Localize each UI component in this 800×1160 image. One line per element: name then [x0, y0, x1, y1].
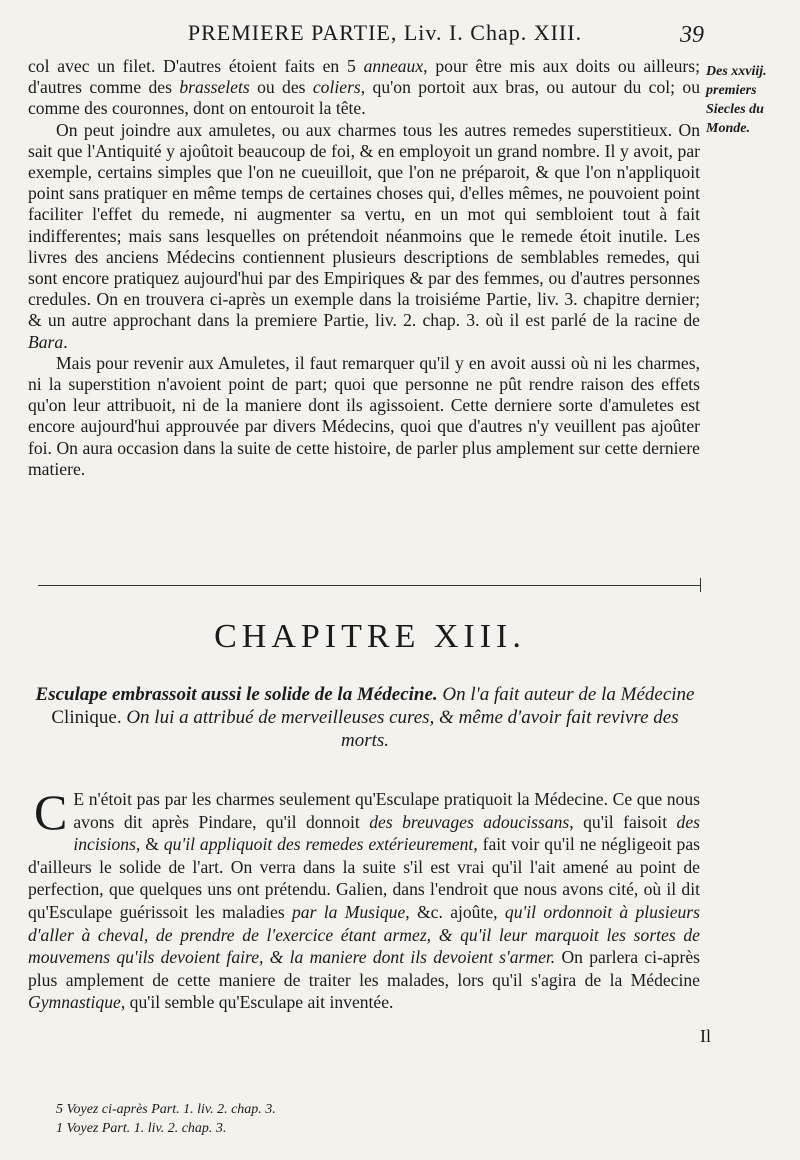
text-run: , qu'il semble qu'Esculape ait inventée. [120, 992, 394, 1013]
summary-part-b: On lui a attribué de merveilleuses cures, & même d'avoir fait revivre des morts. [121, 707, 679, 751]
text-run: , fait voir qu'il ne négligeoit pas d'ailleurs le solide de l'art. On verra dans la suite s'il est vrai qu'il l'ait amené au point de perfection, que quelques uns ont prétendu. Galien, dans l'endroit que nous avons cité, où il dit qu'Esculape guérissoit les maladies [28, 834, 700, 922]
chapter-summary [30, 683, 700, 752]
text-run: Mais pour revenir aux Amuletes, il faut remarquer qu'il y en avoit aussi où ni les charmes, ni la superstition n'avoient point de part; quoi que personne ne pût rendre raison des effets qu'on leur attribuoit, ni de la maniere dont ils agissoient. Cette derniere sorte d'amuletes est encore aujourd'hui approuvée par divers Médecins, quoi que d'autres n'y veuillent pas ajoûter foi. On aura occasion dans la suite de cette histoire, de parler plus amplement sur cette derniere matiere. [28, 352, 700, 479]
text-run: . [63, 331, 68, 352]
text-run: col avec un filet. D'autres étoient faits en 5 [28, 56, 364, 76]
text-run: , qu'il faisoit [569, 811, 677, 832]
text-run: Bara [28, 331, 64, 352]
catchword: Il [700, 1026, 711, 1046]
text-run: , qu'on portoit aux bras, ou autour du col; ou comme des couronnes, dont on entouroit la tête. [28, 77, 700, 119]
text-run: On peut joindre aux amuletes, ou aux charmes tous les autres remedes superstitieux. On sait que l'Antiquité y ajoûtoit beaucoup de foi, & en employoit un grand nombre. Il y avoit, par exemple, certains simples que l'on ne cueuilloit, que l'on ne préparoit, & que l'on n'appliquoit point sans pratiquer en même temps de certaines choses qui, d'elles mêmes, ne pouvoient point faciliter l'effet du remede, ni augmenter sa vertu, en un mot qui sembloient tout à fait indifferentes; mais sans lesquelles on prétendoit néanmoins que le remede étoit inutile. Les livres des anciens Médecins contiennent plusieurs descriptions de semblables remedes, qui sont encore pratiquez aujourd'hui par des Empiriques & par des femmes, ou d'autres personnes credules. On en trouvera ci-après un exemple dans la troisiéme Partie, liv. 3. chapitre dernier; & un autre approchant dans la premiere Partie, liv. 2. chap. 3. où il est parlé de la racine de [28, 119, 700, 331]
text-run: ou des [249, 77, 313, 98]
paragraph-2 [28, 120, 700, 353]
text-run: des breuvages adoucissans [369, 811, 570, 832]
chapter-body-text [28, 784, 700, 1013]
text-run: qu'il ordonnoit à plusieurs d'aller à cheval, de prendre de l'exercice étant armez, & qu'il leur marquoit les sortes de mouvemens qu'ils devoient faire, & la maniere dont ils devoient s'armer. [28, 901, 700, 968]
text-run: E n'étoit pas par les charmes seulement qu'Esculape pratiquoit la Médecine. Ce que nous avons dit après Pindare, qu'il donnoit [73, 789, 700, 832]
margin-note: Des xxviij. premiers Siecles du Monde. [706, 64, 767, 136]
text-run: , & [135, 834, 164, 855]
paragraph-1 [28, 56, 700, 120]
summary-lead: Esculape embrassoit aussi le solide de la Médecine. [35, 684, 438, 705]
footnote-1: 5 Voyez ci-après Part. 1. liv. 2. chap. 3. [56, 1102, 276, 1117]
text-run: brasselets [179, 77, 250, 98]
text-run: , &c. ajoûte, [405, 901, 505, 922]
top-text-block [28, 56, 700, 480]
text-run: , pour être mis aux doits ou ailleurs; d'autres comme des [28, 56, 700, 98]
text-run: qu'il appliquoit des remedes extérieurement [163, 834, 474, 855]
drop-cap: C [34, 784, 68, 840]
section-divider-end [690, 578, 701, 592]
chapter-title: CHAPITRE XIII. [214, 618, 526, 655]
section-divider [38, 585, 700, 586]
page-number: 39 [680, 22, 704, 48]
text-run: des incisions [73, 811, 700, 855]
footnotes [56, 1100, 576, 1138]
footnote-2: 1 Voyez Part. 1. liv. 2. chap. 3. [56, 1121, 227, 1136]
text-run: On parlera ci-après plus amplement de cette maniere de traiter les malades, lors qu'il s'agira de la Médecine [28, 947, 700, 990]
text-run: par la Musique [291, 901, 406, 922]
text-run: anneaux [363, 56, 424, 76]
running-header: PREMIERE PARTIE, Liv. I. Chap. XIII. [187, 20, 583, 45]
paragraph-3 [28, 353, 700, 480]
text-run: coliers [312, 77, 361, 98]
summary-part-a: On l'a fait auteur de la Médecine [437, 684, 695, 705]
summary-clinique: Clinique. [51, 707, 122, 728]
chapter-body [28, 784, 700, 1014]
text-run: Gymnastique [28, 992, 121, 1013]
